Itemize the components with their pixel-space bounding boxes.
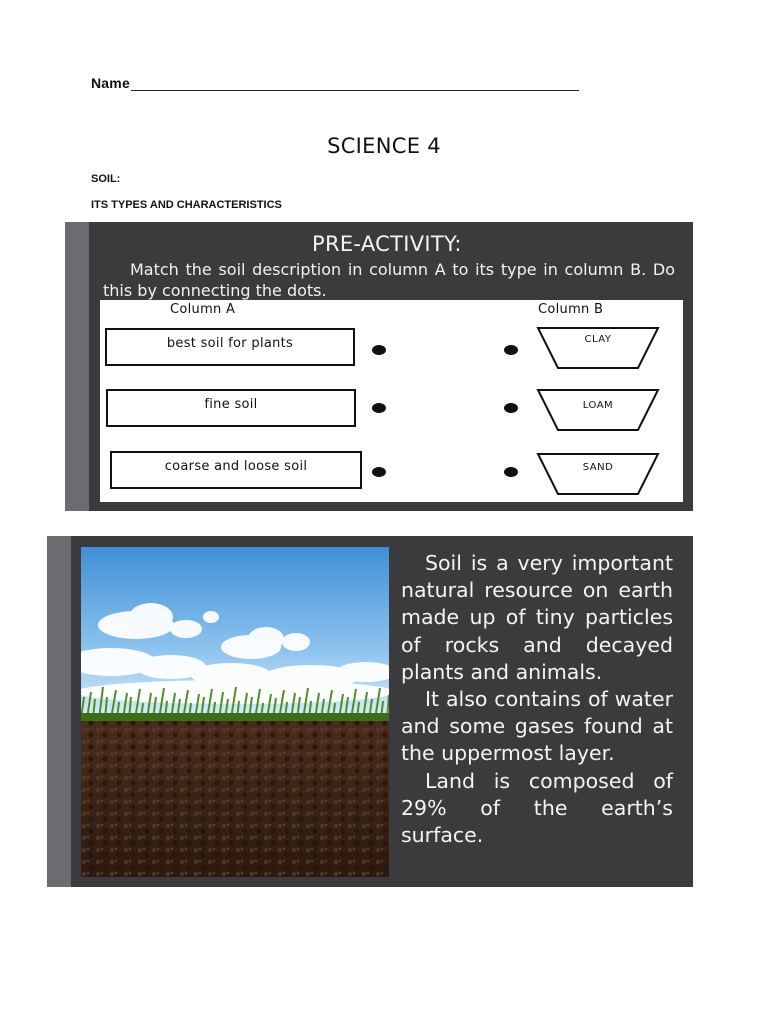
- column-b-item-clay: [536, 326, 660, 370]
- column-a-item-3: coarse and loose soil: [110, 451, 362, 489]
- page-title: SCIENCE 4: [327, 134, 441, 158]
- name-blank-line[interactable]: [131, 76, 579, 91]
- container-shape-icon: [536, 452, 660, 496]
- subtitle-types: ITS TYPES AND CHARACTERISTICS: [91, 199, 282, 211]
- dot-a-1[interactable]: [372, 345, 386, 355]
- dot-b-1[interactable]: [504, 345, 518, 355]
- column-a-item-1: best soil for plants: [105, 328, 355, 366]
- subtitle-soil: SOIL:: [91, 173, 121, 185]
- dot-a-2[interactable]: [372, 403, 386, 413]
- pre-activity-instruction: Match the soil description in column A to its type in column B. Do this by connecting the dots.: [103, 260, 675, 300]
- dot-b-3[interactable]: [504, 467, 518, 477]
- column-a-header: Column A: [170, 302, 236, 317]
- soil-type-label: SAND: [582, 462, 614, 473]
- pre-activity-panel: [65, 222, 693, 511]
- name-label: Name: [91, 75, 130, 91]
- pre-activity-title: PRE-ACTIVITY:: [312, 232, 462, 256]
- soil-type-label: CLAY: [584, 334, 612, 345]
- dot-b-2[interactable]: [504, 403, 518, 413]
- info-paragraph-3: Land is composed of 29% of the earth’s surface.: [401, 768, 673, 848]
- column-b-item-loam: [536, 388, 660, 432]
- panel-accent-stripe: [47, 536, 71, 887]
- soil-type-label: LOAM: [582, 400, 614, 411]
- info-paragraph-1: Soil is a very important natural resource on earth made up of tiny particles of rocks and decayed plants and animals.: [401, 551, 673, 684]
- soil-info-panel: [47, 536, 693, 887]
- column-b-item-sand: [536, 452, 660, 496]
- matching-area: [100, 300, 683, 502]
- column-a-item-2: fine soil: [106, 389, 356, 427]
- soil-info-text: [401, 550, 673, 849]
- container-shape-icon: [536, 326, 660, 370]
- info-paragraph-2: It also contains of water and some gases found at the uppermost layer.: [401, 687, 673, 766]
- soil-cross-section-image: [81, 547, 389, 877]
- name-field: [91, 75, 579, 91]
- panel-accent-stripe: [65, 222, 89, 511]
- column-b-header: Column B: [538, 302, 604, 317]
- dot-a-3[interactable]: [372, 467, 386, 477]
